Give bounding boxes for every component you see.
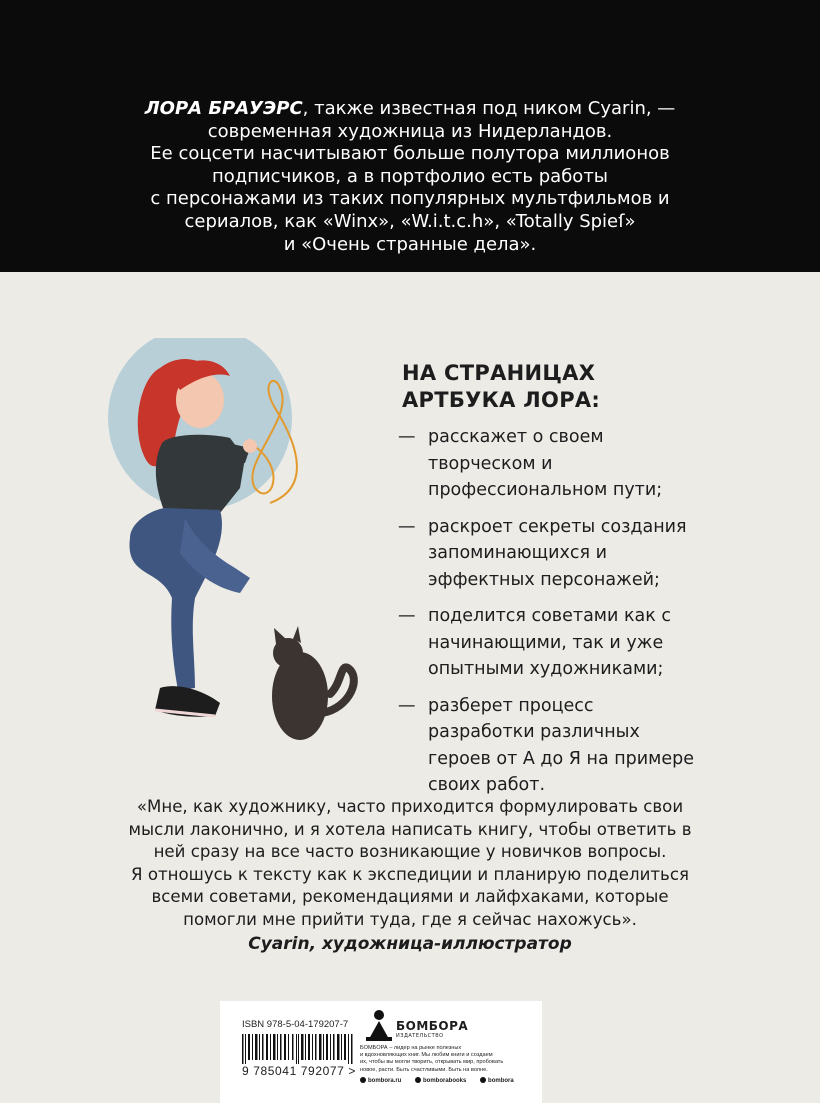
intro-band [0, 0, 820, 272]
author-intro: ЛОРА БРАУЭРС, также известная под ником Cyarin, — современная художница из Нидерландов. Ее соцсети насчитывают больше полутора миллионов подписчиков, а в портфолио есть работы с персонажами из таких популярных мультфильмов и сериалов, как «Winx», «W.i.t.c.h», «Totally Spieſ» и «Очень странные дела». [144, 98, 676, 255]
publisher-block: БОМБОРА ИЗДАТЕЛЬСТВО БОМБОРА – лидер на рынке полезных и вдохновляющих книг. Мы любим книги и создаем их, чтобы вы могли творить, открывать мир, пробовать новое, расти. Быть счастливыми. Быть на волне. bombora.ru bomborabooks bombora [360, 1007, 535, 1097]
artist-illustration [100, 338, 400, 758]
quote-signature: Cyarin, художница-иллюстратор [248, 934, 572, 954]
vk-link[interactable]: bomborabooks [415, 1078, 466, 1084]
cat [272, 626, 354, 740]
features-list [398, 424, 758, 799]
barcode [242, 1034, 354, 1064]
list-item: — расскажет о своем творческом и профессиональном пути; [398, 427, 663, 500]
social-icon [480, 1077, 486, 1083]
author-name: ЛОРА БРАУЭРС [144, 98, 303, 119]
publisher-logo-icon [366, 1009, 392, 1041]
list-item: — поделится советами как с начинающими, так и уже опытными художниками; [398, 606, 671, 679]
barcode-panel [220, 1001, 542, 1103]
publisher-name: БОМБОРА [396, 1019, 469, 1033]
globe-icon [360, 1077, 366, 1083]
publisher-description: БОМБОРА – лидер на рынке полезных и вдохновляющих книг. Мы любим книги и создаем их, чтобы вы могли творить, открывать мир, пробовать новое, расти. Быть счастливыми. Быть на волне. [360, 1045, 504, 1073]
jeans [130, 508, 222, 690]
publisher-socials [360, 1077, 526, 1084]
isbn: ISBN 978-5-04-179207-7 [242, 1019, 349, 1030]
social-link[interactable]: bombora [480, 1078, 514, 1084]
vk-icon [415, 1077, 421, 1083]
artist-quote: «Мне, как художнику, часто приходится формулировать свои мысли лаконично, и я хотела написать книгу, чтобы ответить в ней сразу на все часто возникающие у новичков вопросы. Я отношусь к тексту как к экспедиции и планирую поделиться всеми советами, рекомендациями и лайфхаками, которые помогли мне прийти туда, где я сейчас нахожусь». [128, 797, 692, 929]
features-section [398, 360, 758, 809]
barcode-number: 9 785041 792077 > [242, 1064, 356, 1078]
site-link[interactable]: bombora.ru [360, 1078, 401, 1084]
list-item: — разберет процесс разработки различных героев от А до Я на примере своих работ. [398, 695, 695, 795]
features-title: НА СТРАНИЦАХ АРТБУКА ЛОРА: [402, 361, 601, 412]
list-item: — раскроет секреты создания запоминающихся и эффектных персонажей; [398, 516, 687, 590]
